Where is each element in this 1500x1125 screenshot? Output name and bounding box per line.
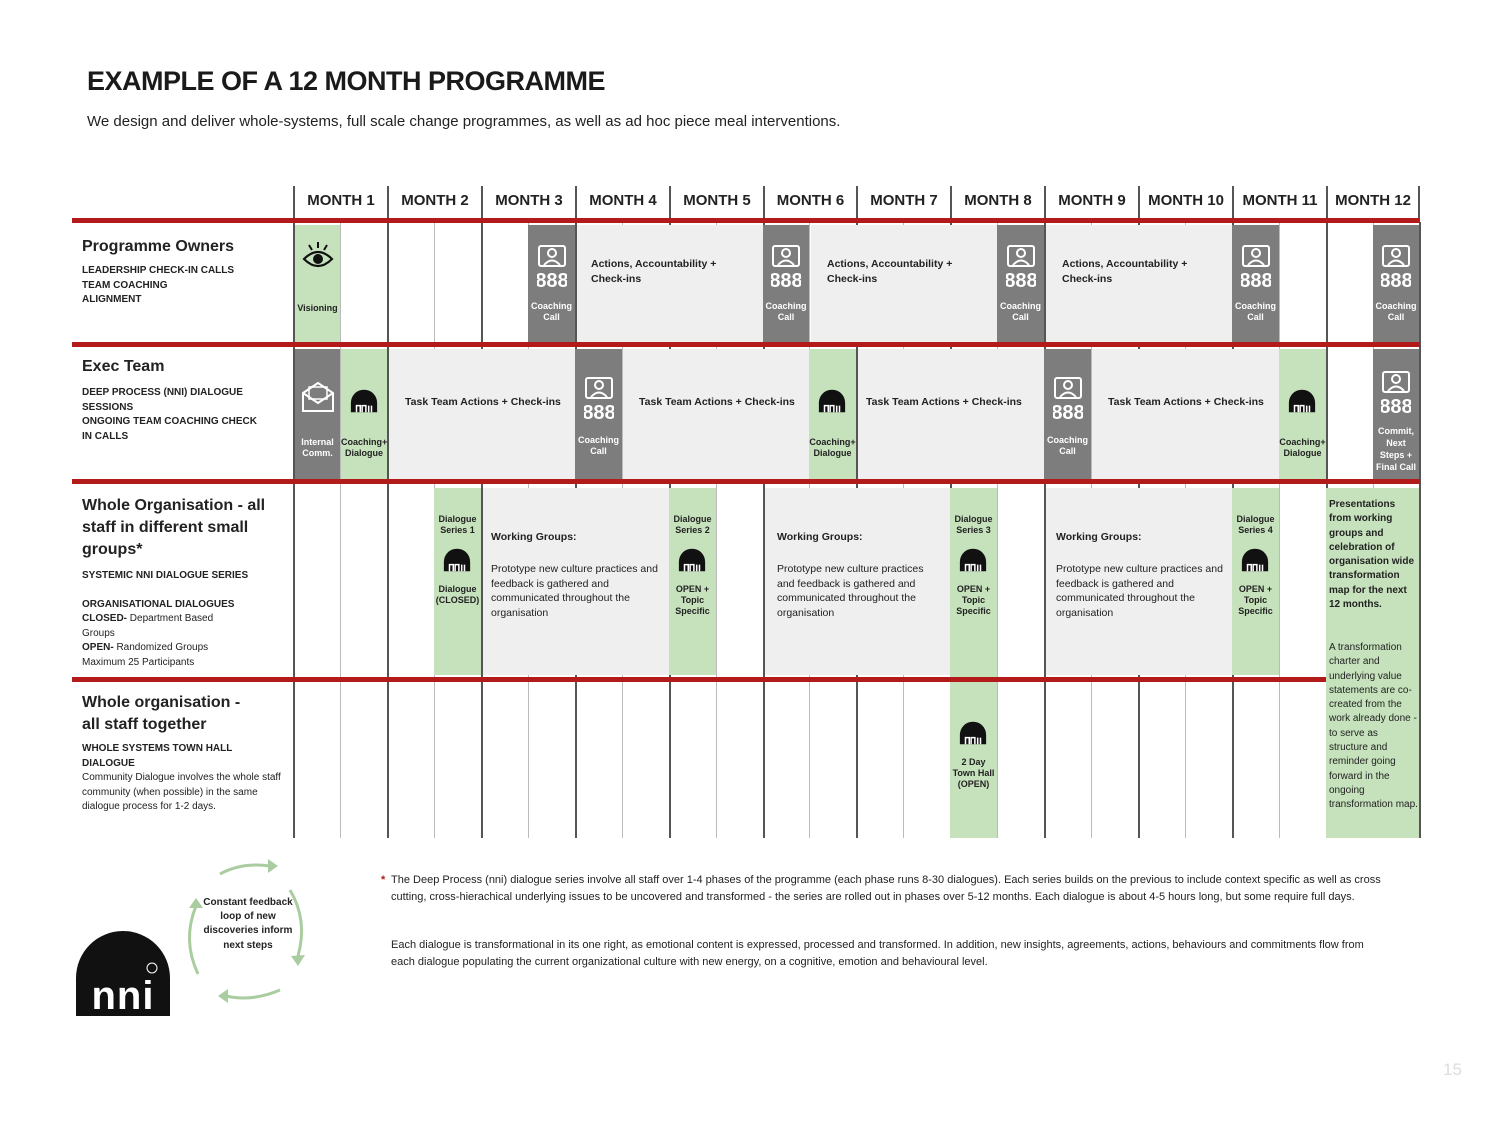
exec-task-team-1 <box>389 349 575 479</box>
working-groups-2 <box>765 488 950 675</box>
nni-dome-icon <box>958 719 988 745</box>
town-hall-label: 2 Day Town Hall (OPEN) <box>952 757 995 789</box>
actions-text: Actions, Accountability + Check-ins <box>827 258 953 285</box>
task-team-text: Task Team Actions + Check-ins <box>639 396 795 408</box>
exec-coaching-dialogue-m6 <box>809 349 856 479</box>
page-title: EXAMPLE OF A 12 MONTH PROGRAMME <box>87 66 606 96</box>
closed-text: Department Based Groups <box>82 613 214 639</box>
visioning-label: Visioning <box>297 303 338 313</box>
owners-coaching-call-m6 <box>763 225 809 342</box>
dialogue-series-4-cell <box>1232 488 1279 675</box>
coaching-call-icon <box>1241 245 1271 291</box>
coaching-call-label: Coaching Call <box>1375 301 1417 322</box>
town-hall-cell <box>950 715 997 805</box>
closed-desc <box>82 612 242 641</box>
row-header-programme-owners <box>82 236 292 308</box>
nni-logo <box>76 930 170 1016</box>
row-desc: Community Dialogue involves the whole staff community (when possible) in the same dialogue process for 1-2 days. <box>82 772 281 812</box>
exec-task-team-2 <box>623 349 809 479</box>
coaching-call-label: Coaching Call <box>999 301 1041 322</box>
owners-coaching-call-m3 <box>528 225 575 342</box>
page-number: 15 <box>1443 1060 1462 1079</box>
nni-dome-icon <box>817 387 847 413</box>
open-desc <box>82 641 282 656</box>
row-sub-line: ALIGNMENT <box>82 294 142 305</box>
page-subtitle: We design and deliver whole-systems, full scale change programmes, as well as ad hoc piece meal interventions. <box>87 113 841 130</box>
exec-coaching-dialogue-m1 <box>341 349 387 479</box>
nni-dome-icon <box>1240 546 1270 572</box>
owners-actions-2 <box>811 225 997 342</box>
owners-coaching-call-m8 <box>997 225 1044 342</box>
row-title: Whole Organisation - all staff in different small groups* <box>82 497 266 558</box>
month-header-11: MONTH 11 <box>1232 186 1326 220</box>
coaching-call-label: Coaching Call <box>577 435 619 456</box>
feedback-loop-text: Constant feedback loop of new discoveries inform next steps <box>203 897 293 951</box>
prototype-text: Prototype new culture practices and feedback is gathered and communicated throughout the organisation <box>777 563 924 619</box>
month-header-5: MONTH 5 <box>669 186 763 220</box>
open-label: OPEN- <box>82 642 114 653</box>
working-groups-title: Working Groups: <box>491 531 577 543</box>
row-sub-line: DEEP PROCESS (NNI) DIALOGUE SESSIONS <box>82 387 243 413</box>
series-3-label: Dialogue Series 3 <box>954 514 993 535</box>
coaching-call-icon <box>1053 377 1083 423</box>
exec-task-team-4 <box>1092 349 1279 479</box>
owners-actions-3 <box>1046 225 1232 342</box>
coaching-call-icon <box>537 245 567 291</box>
actions-text: Actions, Accountability + Check-ins <box>1062 258 1188 285</box>
row-divider <box>72 479 1420 484</box>
row-title: Exec Team <box>82 358 165 375</box>
footnote-star: * <box>381 874 386 886</box>
eye-icon <box>301 241 335 275</box>
month-header-3: MONTH 3 <box>481 186 575 220</box>
row-subtitle <box>82 386 257 444</box>
footnote-1 <box>381 872 1381 905</box>
row-sub-line: LEADERSHIP CHECK-IN CALLS <box>82 265 235 276</box>
nni-dome-icon <box>349 387 379 413</box>
exec-final-call-m12 <box>1373 349 1419 479</box>
row-sub-line: TEAM COACHING <box>82 279 168 291</box>
coaching-dialogue-label: Coaching+ Dialogue <box>1279 437 1326 458</box>
owners-actions-1 <box>577 225 763 342</box>
owners-coaching-call-m11 <box>1232 225 1279 342</box>
final-call-label: Commit, Next Steps + Final Call <box>1375 426 1416 472</box>
row-subtitle: WHOLE SYSTEMS TOWN HALL DIALOGUE <box>82 743 233 769</box>
month-header-8: MONTH 8 <box>950 186 1044 220</box>
row-divider <box>72 677 1326 682</box>
exec-coaching-call-m9 <box>1044 349 1091 479</box>
task-team-text: Task Team Actions + Check-ins <box>405 396 561 408</box>
open-topic-label: OPEN + Topic Specific <box>675 584 710 616</box>
row-subtitle: ORGANISATIONAL DIALOGUES <box>82 598 235 610</box>
exec-coaching-dialogue-m11 <box>1279 349 1326 479</box>
coaching-call-icon <box>1381 245 1411 291</box>
coaching-call-label: Coaching Call <box>765 301 807 322</box>
coaching-dialogue-label: Coaching+ Dialogue <box>809 437 856 458</box>
coaching-call-label: Coaching Call <box>530 301 572 322</box>
working-groups-1 <box>483 488 669 675</box>
prototype-text: Prototype new culture practices and feedback is gathered and communicated throughout the organisation <box>1056 563 1223 619</box>
row-header-whole-organisation-together <box>82 692 287 815</box>
closed-label: CLOSED- <box>82 613 127 624</box>
month12-presentations-cell <box>1326 488 1419 838</box>
working-groups-title: Working Groups: <box>1056 531 1142 543</box>
coaching-dialogue-label: Coaching+ Dialogue <box>341 437 388 458</box>
open-topic-label: OPEN + Topic Specific <box>956 584 991 616</box>
working-groups-3 <box>1046 488 1232 675</box>
dialogue-closed-label: Dialogue (CLOSED) <box>435 584 480 605</box>
nni-dome-icon <box>958 546 988 572</box>
coaching-call-label: Coaching Call <box>1046 435 1088 456</box>
charter-text: A transformation charter and underlying value statements are co-created from the work already done - to serve as structure and reminder going forward in the ongoing transformation map. <box>1329 642 1418 811</box>
month-header-2: MONTH 2 <box>387 186 481 220</box>
visioning-cell <box>295 225 340 342</box>
row-header-whole-organisation-small <box>82 495 282 670</box>
month-header-7: MONTH 7 <box>856 186 950 220</box>
coaching-call-icon <box>1006 245 1036 291</box>
actions-text: Actions, Accountability + Check-ins <box>591 258 717 285</box>
owners-coaching-call-m12 <box>1373 225 1419 342</box>
dialogue-series-2-cell <box>669 488 716 675</box>
row-header-exec-team <box>82 356 292 444</box>
row-title: Programme Owners <box>82 238 235 255</box>
dialogue-series-1-cell <box>434 488 481 675</box>
internal-comm-cell <box>295 349 340 479</box>
max-participants: Maximum 25 Participants <box>82 656 195 668</box>
nni-logo-text: nni <box>91 974 155 1016</box>
row-sub-line: ONGOING TEAM COACHING CHECK IN CALLS <box>82 416 257 442</box>
month-header-1: MONTH 1 <box>293 186 387 220</box>
series-2-label: Dialogue Series 2 <box>673 514 712 535</box>
exec-coaching-call-m4 <box>575 349 622 479</box>
prototype-text: Prototype new culture practices and feedback is gathered and communicated throughout the organisation <box>491 563 658 619</box>
nni-dome-icon <box>677 546 707 572</box>
row-divider <box>72 342 1420 347</box>
coaching-call-icon <box>1381 371 1411 417</box>
working-groups-title: Working Groups: <box>777 531 863 543</box>
open-text: Randomized Groups <box>116 642 209 653</box>
row-subtitle <box>82 264 292 308</box>
task-team-text: Task Team Actions + Check-ins <box>1108 396 1264 408</box>
envelope-icon <box>301 381 335 413</box>
presentations-text: Presentations from working groups and celebration of organisation wide transformation map for the next 12 months. <box>1329 499 1415 611</box>
month-header-6: MONTH 6 <box>763 186 856 220</box>
footnote-1-text: The Deep Process (nni) dialogue series involve all staff over 1-4 phases of the programme (each phase runs 8-30 dialogues). Each series builds on the previous to include context specific as well as cross cutting, cross-hierachical underlying issues to be uncovered and transformed - the series are rolled out in phases over 5-12 months. Each dialogue is about 4-5 hours long, but some require full days. <box>391 874 1381 903</box>
month-header-12: MONTH 12 <box>1326 186 1420 220</box>
month-header-4: MONTH 4 <box>575 186 669 220</box>
row-title: Whole organisation - all staff together <box>82 694 241 733</box>
task-team-text: Task Team Actions + Check-ins <box>866 396 1022 408</box>
coaching-call-icon <box>584 377 614 423</box>
nni-dome-icon <box>1287 387 1317 413</box>
internal-comm-label: Internal Comm. <box>301 437 334 458</box>
coaching-call-icon <box>771 245 801 291</box>
month-header-10: MONTH 10 <box>1138 186 1232 220</box>
row-divider <box>72 218 1420 223</box>
open-topic-label: OPEN + Topic Specific <box>1238 584 1273 616</box>
month-header-9: MONTH 9 <box>1044 186 1138 220</box>
series-1-label: Dialogue Series 1 <box>438 514 477 535</box>
coaching-call-label: Coaching Call <box>1234 301 1276 322</box>
series-4-label: Dialogue Series 4 <box>1236 514 1275 535</box>
nni-dome-icon <box>442 546 472 572</box>
exec-task-team-3 <box>858 349 1044 479</box>
row-subtitle: SYSTEMIC NNI DIALOGUE SERIES <box>82 570 249 581</box>
footnote-2: Each dialogue is transformational in its one right, as emotional content is expressed, processed and transformed. In addition, new insights, agreements, actions, behaviours and commitments flow from each dialogue populating the current organizational culture with new energy, on a cognitive, emotion and behavioural level. <box>391 939 1364 968</box>
